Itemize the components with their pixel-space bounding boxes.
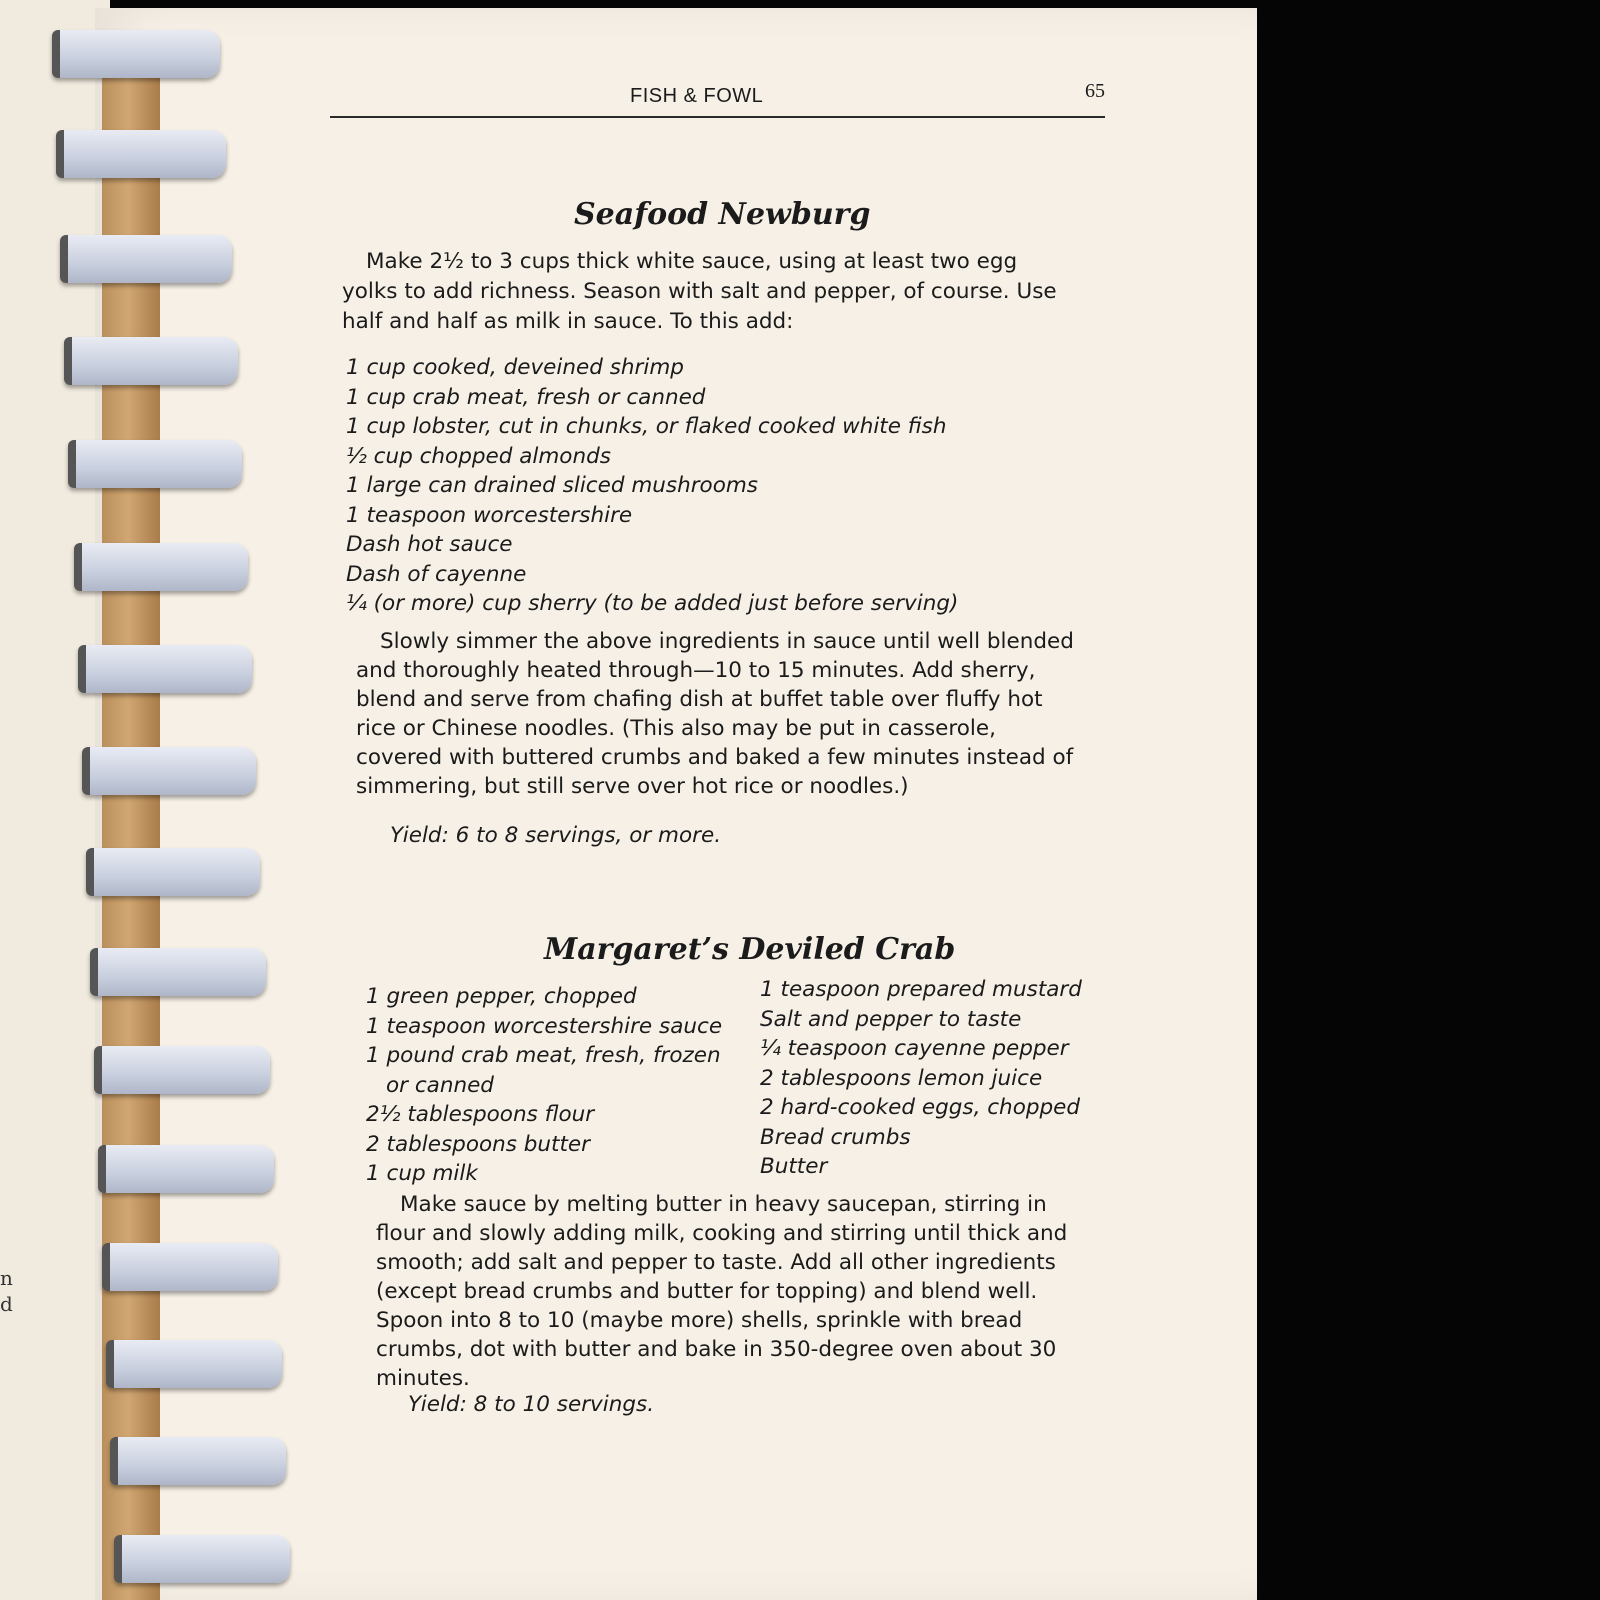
ingredient-item: Bread crumbs xyxy=(760,1124,911,1150)
ingredient-list-left xyxy=(366,982,746,1189)
ingredient-item: 1 teaspoon worcestershire xyxy=(346,502,633,528)
recipe-title-seafood-newburg: Seafood Newburg xyxy=(574,197,871,232)
recipe-intro-text: Make 2½ to 3 cups thick white sauce, using at least two egg yolks to add richness. Season with salt and pepper, of course. Use half and half as milk in sauce. To this add: xyxy=(342,249,1057,334)
ingredient-item: 2½ tablespoons flour xyxy=(366,1102,595,1127)
page-number: 65 xyxy=(1085,80,1105,102)
ingredient-item: Salt and pepper to taste xyxy=(760,1006,1022,1032)
left-page-letter: d xyxy=(0,1292,13,1316)
ingredient-item: 1 cup cooked, deveined shrimp xyxy=(346,355,684,380)
ingredient-item: 2 tablespoons lemon juice xyxy=(760,1065,1043,1091)
ingredient-item: ¼ (or more) cup sherry (to be added just before serving) xyxy=(346,591,959,616)
left-page-letter: n xyxy=(0,1266,13,1290)
recipe-method-text: Slowly simmer the above ingredients in sauce until well blended and thoroughly heated through—10 to 15 minutes. Add sherry, blend and serve from chafing dish at buffet table over fluffy hot rice or Chinese noodles. (This also may be put in casserole, covered with buttered crumbs and baked a few minutes instead of simmering, but still serve over hot rice or noodles.) xyxy=(356,629,1074,799)
ingredient-item: ½ cup chopped almonds xyxy=(346,443,611,469)
recipe-yield: Yield: 6 to 8 servings, or more. xyxy=(390,823,722,848)
ingredient-item: 1 teaspoon prepared mustard xyxy=(760,977,1082,1002)
ingredient-item: 1 pound crab meat, fresh, frozen xyxy=(366,1043,721,1068)
recipe-intro xyxy=(342,247,1072,337)
ingredient-item: Dash hot sauce xyxy=(346,532,513,557)
ingredient-item: ¼ teaspoon cayenne pepper xyxy=(760,1036,1069,1061)
ingredient-item: 1 cup milk xyxy=(366,1161,478,1186)
ingredient-item: Dash of cayenne xyxy=(346,561,527,587)
ingredient-item: Butter xyxy=(760,1154,828,1179)
ingredient-item: 2 tablespoons butter xyxy=(366,1131,590,1157)
recipe-yield: Yield: 8 to 10 servings. xyxy=(408,1392,655,1417)
ingredient-list-seafood-newburg xyxy=(346,353,1086,619)
header-rule xyxy=(330,116,1105,118)
recipe-title-deviled-crab: Margaret’s Deviled Crab xyxy=(544,932,956,967)
recipe-method xyxy=(376,1190,1094,1393)
ingredient-item: 1 green pepper, chopped xyxy=(366,984,637,1009)
ingredient-item: 1 large can drained sliced mushrooms xyxy=(346,473,759,498)
running-head: FISH & FOWL xyxy=(630,85,764,107)
ingredient-item: 1 teaspoon worcestershire sauce xyxy=(366,1013,723,1039)
ingredient-item: 1 cup lobster, cut in chunks, or flaked cooked white fish xyxy=(346,414,947,439)
recipe-method-text: Make sauce by melting butter in heavy saucepan, stirring in flour and slowly adding milk, cooking and stirring until thick and smooth; add salt and pepper to taste. Add all other ingredients (except bread crumbs and butter for topping) and blend well. Spoon into 8 to 10 (maybe more) shells, sprinkle with bread crumbs, dot with butter and bake in 350-degree oven about 30 minutes. xyxy=(376,1192,1068,1391)
ingredient-item: 2 hard-cooked eggs, chopped xyxy=(760,1095,1081,1120)
ingredient-item: 1 cup crab meat, fresh or canned xyxy=(346,384,706,410)
ingredient-item: or canned xyxy=(386,1072,494,1098)
ingredient-list-right xyxy=(760,975,1100,1182)
recipe-method xyxy=(356,627,1080,801)
